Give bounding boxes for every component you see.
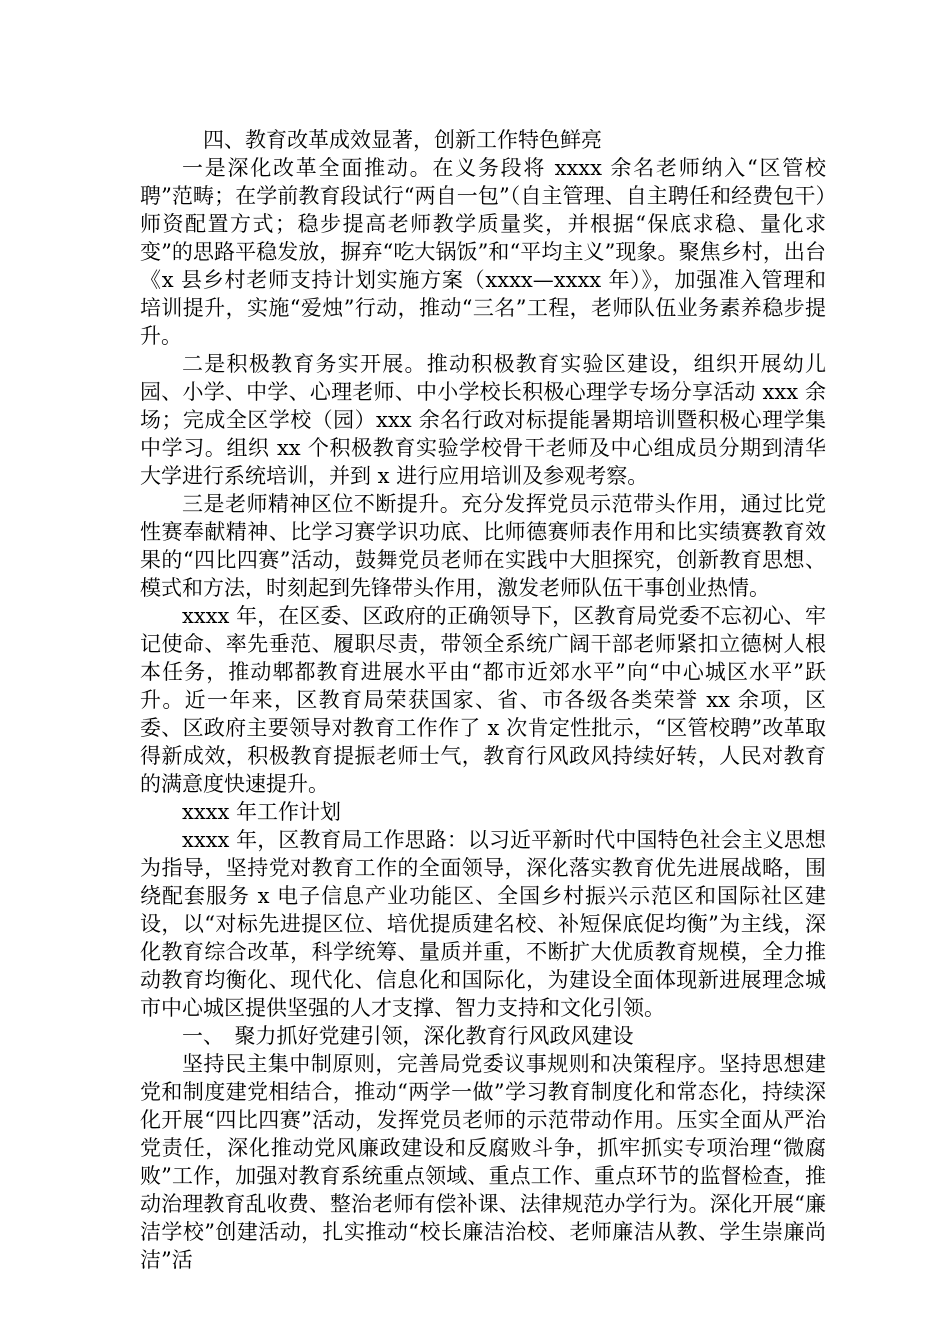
paragraph-teacher-spirit: 三是老师精神区位不断提升。充分发挥党员示范带头作用，通过比党性赛奉献精神、比学习赛学识功底、比师德赛师表作用和比实绩赛教育效果的“四比四赛”活动，鼓舞党员老师在实践中大胆探究，创新教育思想、模式和方法，时刻起到先锋带头作用，激发老师队伍干事创业热情。 xyxy=(140,492,826,600)
section-heading-education-reform: 四、教育改革成效显著，创新工作特色鲜亮 xyxy=(203,128,602,152)
paragraph-work-approach: xxxx 年，区教育局工作思路：以习近平新时代中国特色社会主义思想为指导，坚持党对教育工作的全面领导，深化落实教育优先进展战略，围绕配套服务 x 电子信息产业功能区、全国乡村振兴示范区和国际社区建设，以“对标先进提区位、培优提质建名校、补短保底促均衡”为主线，深化教育综合改革，科学统筹、量质并重，不断扩大优质教育规模，全力推动教育均衡化、现代化、信息化和国际化，为建设全面体现新进展理念城市中心城区提供坚强的人才支撑、智力支持和文化引领。 xyxy=(140,828,826,1020)
section-heading-party-building: 一、 聚力抓好党建引领，深化教育行风政风建设 xyxy=(182,1024,634,1048)
paragraph-year-summary: xxxx 年，在区委、区政府的正确领导下，区教育局党委不忘初心、牢记使命、率先垂范、履职尽责，带领全系统广阔干部老师紧扣立德树人根本任务，推动郫都教育进展水平由“都市近郊水平”向“中心城区水平”跃升。近一年来，区教育局荣获国家、省、市各级各类荣誉 xx 余项，区委、区政府主要领导对教育工作作了 x 次肯定性批示，“区管校聘”改革取得新成效，积极教育提振老师士气，教育行风政风持续好转，人民对教育的满意度快速提升。 xyxy=(140,604,826,796)
paragraph-reform-promotion: 一是深化改革全面推动。在义务段将 xxxx 余名老师纳入“区管校聘”范畴；在学前教育段试行“两自一包”（自主管理、自主聘任和经费包干）师资配置方式；稳步提高老师教学质量奖，并根据“保底求稳、量化求变”的思路平稳发放，摒弃“吃大锅饭”和“平均主义”现象。聚焦乡村，出台《x 县乡村老师支持计划实施方案（xxxx—xxxx 年）》，加强准入管理和培训提升，实施“爱烛”行动，推动“三名”工程，老师队伍业务素养稳步提升。 xyxy=(140,156,826,348)
paragraph-party-building: 坚持民主集中制原则，完善局党委议事规则和决策程序。坚持思想建党和制度建党相结合，推动“两学一做”学习教育制度化和常态化，持续深化开展“四比四赛”活动，发挥党员老师的示范带动作用。压实全面从严治党责任，深化推动党风廉政建设和反腐败斗争，抓牢抓实专项治理“微腐败”工作，加强对教育系统重点领域、重点工作、重点环节的监督检查，推动治理教育乱收费、整治老师有偿补课、法律规范办学行为。深化开展“廉洁学校”创建活动，扎实推动“校长廉洁治校、老师廉洁从教、学生崇廉尚洁”活 xyxy=(140,1052,826,1272)
section-heading-work-plan: xxxx 年工作计划 xyxy=(182,800,342,824)
paragraph-positive-education: 二是积极教育务实开展。推动积极教育实验区建设，组织开展幼儿园、小学、中学、心理老师、中小学校长积极心理学专场分享活动 xxx 余场；完成全区学校（园）xxx 余名行政对标提能暑期培训暨积极心理学集中学习。组织 xx 个积极教育实验学校骨干老师及中心组成员分期到清华大学进行系统培训，并到 x 进行应用培训及参观考察。 xyxy=(140,352,826,488)
document-body xyxy=(140,126,826,1274)
